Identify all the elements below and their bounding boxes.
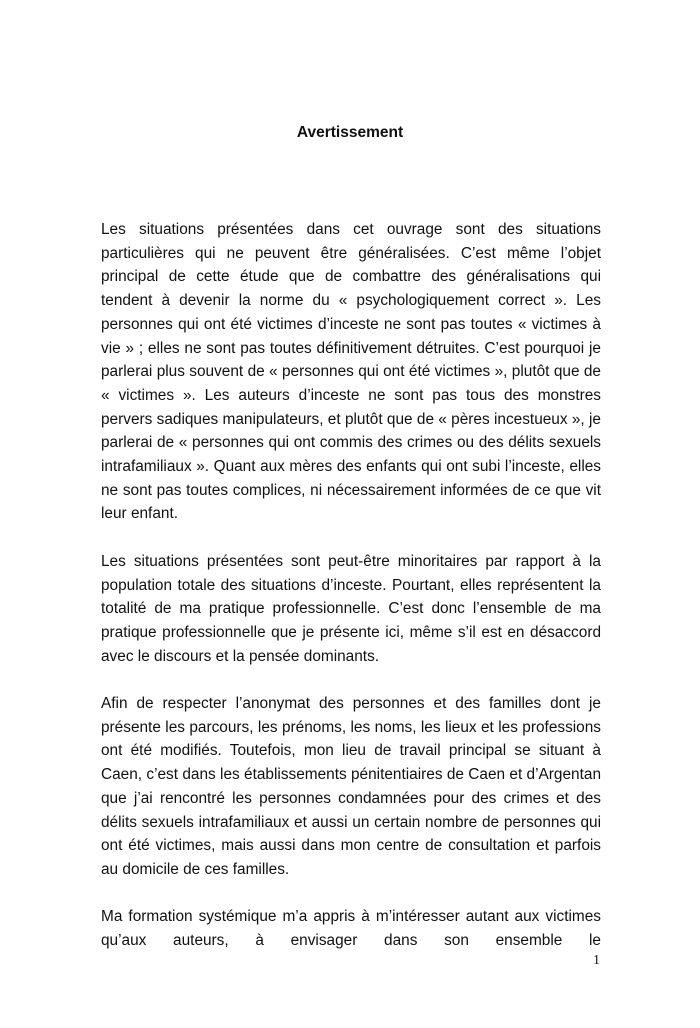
- page-title: Avertissement: [296, 124, 404, 141]
- paragraph-continued: Ma formation systémique m’a appris à m’intéresser autant aux victimes qu’aux auteurs, à envisager dans son ensemble le: [101, 908, 601, 950]
- body-text: [101, 218, 601, 953]
- paragraph: Afin de respecter l’anonymat des personnes et des familles dont je présente les parcours, les prénoms, les noms, les lieux et les professions ont été modifiés. Toutefois, mon lieu de travail principal se situant à Caen, c’est dans les établissements pénitentiaires de Caen et d’Argentan que j’ai rencontré les personnes condamnées pour des crimes et des délits sexuels intrafamiliaux et aussi un certain nombre de personnes qui ont été victimes, mais aussi dans mon centre de consultation et parfois au domicile de ces familles.: [101, 695, 601, 878]
- paragraph: Les situations présentées sont peut-être minoritaires par rapport à la population totale des situations d’inceste. Pourtant, elles représentent la totalité de ma pratique professionnelle. C’est donc l’ensemble de ma pratique professionnelle que je présente ici, même s’il est en désaccord avec le discours et la pensée dominants.: [101, 552, 601, 665]
- paragraph: Les situations présentées dans cet ouvrage sont des situations particulières qui ne peuvent être généralisées. C’est même l’objet principal de cette étude que de combattre des généralisations qui tendent à devenir la norme du « psychologiquement correct ». Les personnes qui ont été victimes d’inceste ne sont pas toutes « victimes à vie » ; elles ne sont pas toutes définitivement détruites. C’est pourquoi je parlerai plus souvent de « personnes qui ont été victimes », plutôt que de « victimes ». Les auteurs d’inceste ne sont pas tous des monstres pervers sadiques manipulateurs, et plutôt que de « pères incestueux », je parlerai de « personnes qui ont commis des crimes ou des délits sexuels intrafamiliaux ». Quant aux mères des enfants qui ont subi l’inceste, elles ne sont pas toutes complices, ni nécessairement informées de ce que vit leur enfant.: [101, 221, 601, 523]
- page-number: 1: [593, 953, 600, 968]
